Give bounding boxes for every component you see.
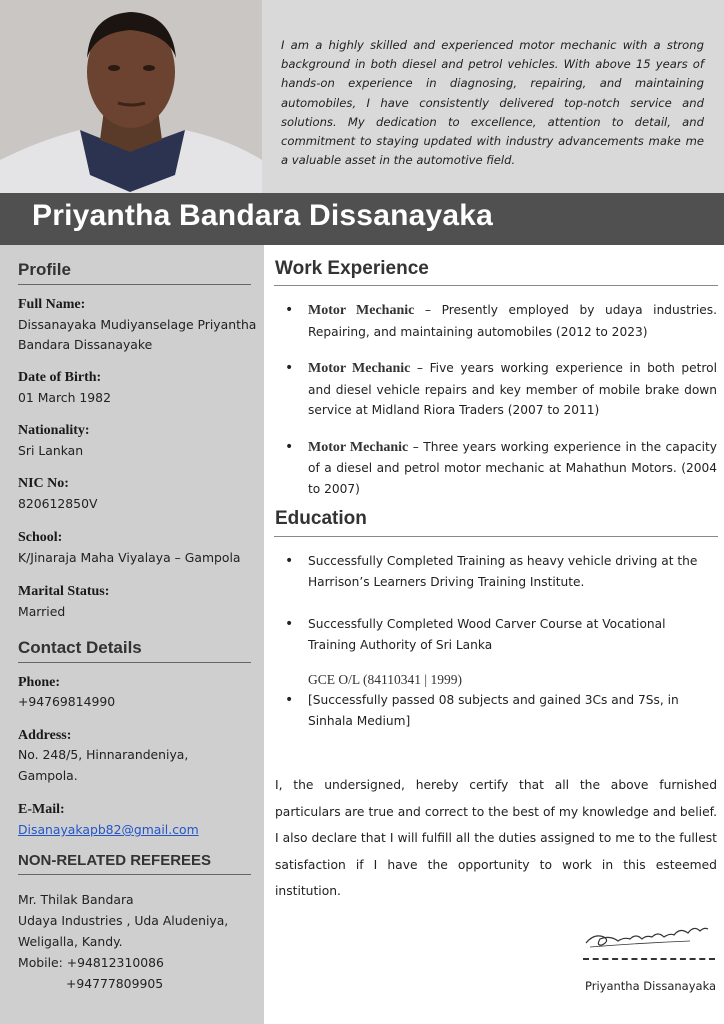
signature-line xyxy=(583,958,715,960)
work-desc: – Three years working experience in the capacity of a diesel and petrol motor mechanic at Mahathun Motors. (2004 to 2007) xyxy=(308,439,717,496)
education-divider xyxy=(274,536,718,537)
phone-label: Phone: xyxy=(18,675,60,690)
work-item xyxy=(274,300,717,342)
contact-title: Contact Details xyxy=(18,638,142,657)
education-title: Education xyxy=(275,508,367,529)
education-item xyxy=(274,690,717,731)
referee-company: Udaya Industries , Uda Aludeniya, xyxy=(18,913,229,928)
bullet-icon: • xyxy=(285,553,294,569)
profile-summary: I am a highly skilled and experienced motor mechanic with a strong background in both diesel and petrol vehicles. With above 15 years of hands-on experience in diagnosing, repairing, and maintaining automobiles, I have consistently delivered top-notch service and solutions. My dedication to excellence, attention to detail, and commitment to staying updated with industry advancements make me a valuable asset in the automotive field. xyxy=(281,38,704,168)
work-experience-title: Work Experience xyxy=(275,258,429,279)
referee-mobile-2: +94777809905 xyxy=(66,976,164,991)
referees-title: NON-RELATED REFEREES xyxy=(18,852,212,869)
referee-name: Mr. Thilak Bandara xyxy=(18,892,134,907)
dob-label: Date of Birth: xyxy=(18,370,102,385)
profile-photo xyxy=(0,0,262,193)
phone-value: +94769814990 xyxy=(18,694,116,709)
marital-label: Marital Status: xyxy=(18,584,110,599)
nationality-label: Nationality: xyxy=(18,423,90,438)
declaration: I, the undersigned, hereby certify that all the above furnished particulars are true and correct to the best of my knowledge and belief. I also declare that I will fulfill all the duties assigned to me to the fullest satisfaction if I have the opportunity to work in this esteemed institution. xyxy=(275,778,717,898)
address-value-cont: Gampola. xyxy=(18,768,78,783)
education-item xyxy=(274,551,717,592)
school-value: K/Jinaraja Maha Viyalaya – Gampola xyxy=(18,550,241,565)
bullet-icon: • xyxy=(285,692,294,708)
work-role: Motor Mechanic xyxy=(308,303,415,318)
work-item xyxy=(274,437,717,500)
work-list xyxy=(274,300,717,499)
candidate-name: Priyantha Bandara Dissanayaka xyxy=(32,199,494,232)
full-name-value-cont: Bandara Dissanayake xyxy=(18,337,153,352)
school-label: School: xyxy=(18,530,63,545)
signature xyxy=(580,915,714,953)
work-role: Motor Mechanic xyxy=(308,361,411,376)
profile-section xyxy=(18,260,71,280)
full-name-label: Full Name: xyxy=(18,297,86,312)
signature-name: Priyantha Dissanayaka xyxy=(585,979,717,993)
work-desc: – Presently employed by udaya industries. Repairing, and maintaining automobiles (2012 to 2023) xyxy=(308,303,718,339)
work-item xyxy=(274,358,717,421)
referee-location: Weligalla, Kandy. xyxy=(18,934,123,949)
contact-divider xyxy=(18,662,251,663)
bullet-icon: • xyxy=(285,438,294,455)
education-item xyxy=(274,614,717,655)
bullet-icon: • xyxy=(285,616,294,632)
marital-value: Married xyxy=(18,604,66,619)
email-value[interactable] xyxy=(18,820,199,841)
education-list-3 xyxy=(274,690,717,731)
education-text: Successfully Completed Training as heavy vehicle driving at the Harrison’s Learners Driving Training Institute. xyxy=(308,554,698,589)
nic-value: 820612850V xyxy=(18,496,98,511)
nic-label: NIC No: xyxy=(18,476,69,491)
dob-value: 01 March 1982 xyxy=(18,390,111,405)
education-text: [Successfully passed 08 subjects and gained 3Cs and 7Ss, in Sinhala Medium] xyxy=(308,693,679,728)
nationality-value: Sri Lankan xyxy=(18,443,84,458)
education-list-2 xyxy=(274,614,717,655)
bullet-icon: • xyxy=(285,302,294,318)
address-value: No. 248/5, Hinnarandeniya, xyxy=(18,747,189,762)
full-name-value: Dissanayaka Mudiyanselage Priyantha xyxy=(18,317,257,332)
education-text: Successfully Completed Wood Carver Course at Vocational Training Authority of Sri Lanka xyxy=(308,617,666,652)
email-link[interactable]: Disanayakapb82@gmail.com xyxy=(18,822,199,837)
gce-heading: GCE O/L (84110341 | 1999) xyxy=(308,672,462,687)
work-role: Motor Mechanic xyxy=(308,439,409,455)
referees-divider xyxy=(18,874,251,875)
referee-mobile: Mobile: +94812310086 xyxy=(18,955,164,970)
email-label: E-Mail: xyxy=(18,802,65,817)
work-divider xyxy=(274,285,718,286)
profile-divider xyxy=(18,284,251,285)
address-label: Address: xyxy=(18,728,72,743)
profile-title: Profile xyxy=(18,260,71,279)
bullet-icon: • xyxy=(285,360,294,376)
education-list xyxy=(274,551,717,592)
work-desc: – Five years working experience in both petrol and diesel vehicle repairs and key member of mobile brake down service at Midland Riora Traders (2007 to 2011) xyxy=(308,361,717,417)
